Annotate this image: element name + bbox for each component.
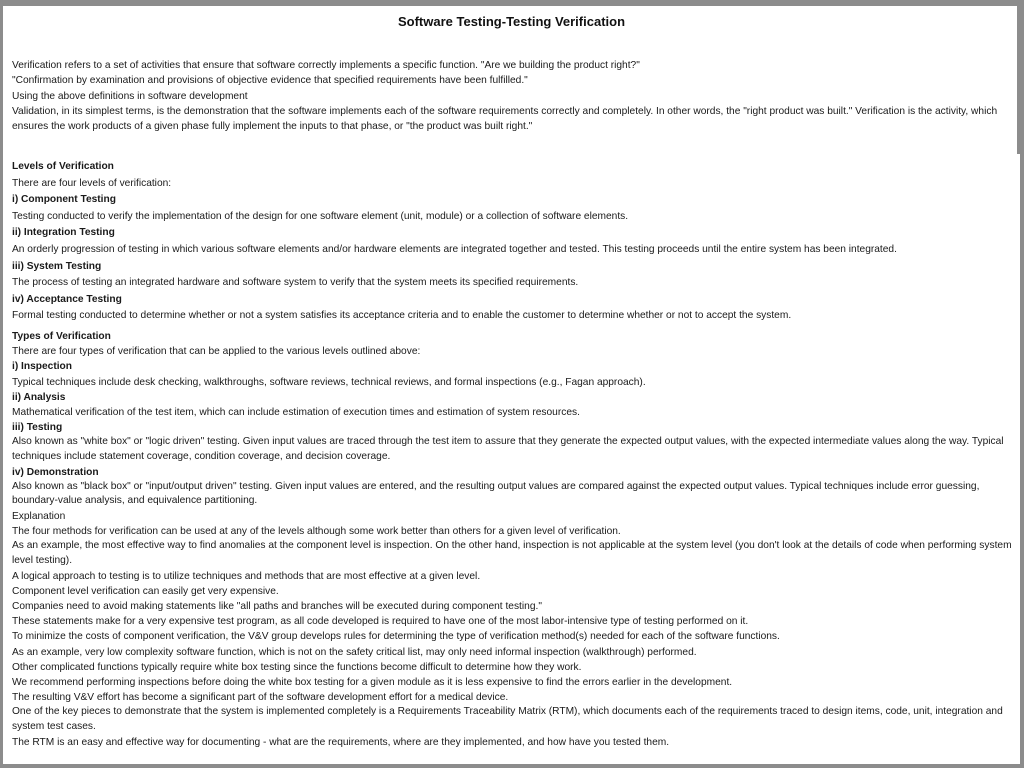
type-heading: ii) Analysis — [12, 391, 66, 403]
types-heading: Types of Verification — [12, 331, 111, 342]
intro-line: Verification refers to a set of activities that ensure that software correctly implements a specific function. "Are we building the product right?" — [12, 60, 640, 71]
type-heading: i) Inspection — [12, 361, 72, 373]
explanation-line: The resulting V&V effort has become a significant part of the software development effort for a medical device. — [12, 692, 509, 704]
type-text: Mathematical verification of the test item, which can include estimation of execution times and estimation of system resources. — [12, 407, 580, 419]
explanation-line: Companies need to avoid making statements like "all paths and branches will be executed during component testing." — [12, 601, 542, 612]
level-heading: iv) Acceptance Testing — [12, 293, 122, 305]
intro-line: Validation, in its simplest terms, is the demonstration that the software implements each of the software requirements correctly and completely. In other words, the "right product was built." Verification is the activity, which ensures the work products of a given phase fully implement the inputs to that phase, or "the product was built right." — [12, 105, 998, 133]
intro-line: Using the above definitions in software development — [12, 90, 248, 102]
levels-heading: Levels of Verification — [12, 161, 114, 172]
intro-section — [12, 58, 1012, 134]
explanation-heading: Explanation — [12, 511, 66, 522]
levels-section — [12, 159, 1012, 325]
level-text: Testing conducted to verify the implementation of the design for one software element (unit, module) or a collection of software elements. — [12, 210, 629, 222]
explanation-line: One of the key pieces to demonstrate that the system is implemented completely is a Requirements Traceability Matrix (RTM), which documents each of the requirements traced to design items, code, unit, integration and system test cases. — [12, 706, 1003, 733]
explanation-line: As an example, the most effective way to find anomalies at the component level is inspection. On the other hand, inspection is not applicable at the system level (you don't look at the details of code when performing system level testing). — [12, 540, 1012, 566]
explanation-line: A logical approach to testing is to utilize techniques and methods that are most effective at a given level. — [12, 570, 481, 582]
types-lead: There are four types of verification that can be applied to the various levels outlined above: — [12, 346, 421, 358]
level-text: The process of testing an integrated hardware and software system to verify that the system meets its specified requirements. — [12, 277, 579, 289]
explanation-line: As an example, very low complexity software function, which is not on the safety critical list, may only need informal inspection (walkthrough) performed. — [12, 646, 697, 658]
explanation-line: The four methods for verification can be used at any of the levels although some work better than others for a given level of verification. — [12, 526, 621, 538]
levels-lead: There are four levels of verification: — [12, 177, 172, 189]
page-title: Software Testing-Testing Verification — [397, 14, 626, 29]
intro-line: "Confirmation by examination and provisions of objective evidence that specified requirements have been fulfilled." — [12, 75, 528, 87]
explanation-line: The RTM is an easy and effective way for documenting - what are the requirements, where are they implemented, and how have you tested them. — [12, 736, 670, 748]
type-heading: iv) Demonstration — [12, 466, 99, 478]
level-text: Formal testing conducted to determine whether or not a system satisfies its acceptance criteria and to enable the customer to determine whether or not to accept the system. — [12, 310, 792, 322]
type-heading: iii) Testing — [12, 422, 63, 434]
page-divider — [1017, 6, 1020, 154]
type-text: Typical techniques include desk checking, walkthroughs, software reviews, technical reviews, and formal inspections (e.g., Fagan approach). — [12, 376, 646, 388]
level-heading: iii) System Testing — [12, 260, 102, 272]
explanation-line: We recommend performing inspections before doing the white box testing for a given module as it is less expensive to find the errors earlier in the development. — [12, 677, 733, 689]
type-text: Also known as "white box" or "logic driven" testing. Given input values are traced through the test item to assure that they generate the expected output values, with the expected intermediate values along the way. Typical techniques include statement coverage, condition coverage, and decision coverage. — [12, 436, 1004, 463]
level-text: An orderly progression of testing in which various software elements and/or hardware elements are integrated together and tested. This testing proceeds until the entire system has been integrated. — [12, 243, 897, 255]
explanation-line: Other complicated functions typically require white box testing since the functions become difficult to determine how they work. — [12, 661, 582, 673]
explanation-line: These statements make for a very expensive test program, as all code developed is required to have one of the most labor-intensive type of testing performed on it. — [12, 616, 749, 628]
explanation-line: To minimize the costs of component verification, the V&V group develops rules for determining the type of verification method(s) needed for each of the software functions. — [12, 631, 780, 643]
document-page — [3, 6, 1020, 764]
types-section — [12, 329, 1012, 750]
explanation-line: Component level verification can easily get very expensive. — [12, 585, 279, 597]
type-text: Also known as "black box" or "input/output driven" testing. Given input values are entered, and the resulting output values are compared against the expected output values. Typical techniques include error guessing, boundary-value analysis, and equivalence partitioning. — [12, 480, 980, 507]
level-heading: ii) Integration Testing — [12, 227, 115, 239]
level-heading: i) Component Testing — [12, 194, 116, 206]
